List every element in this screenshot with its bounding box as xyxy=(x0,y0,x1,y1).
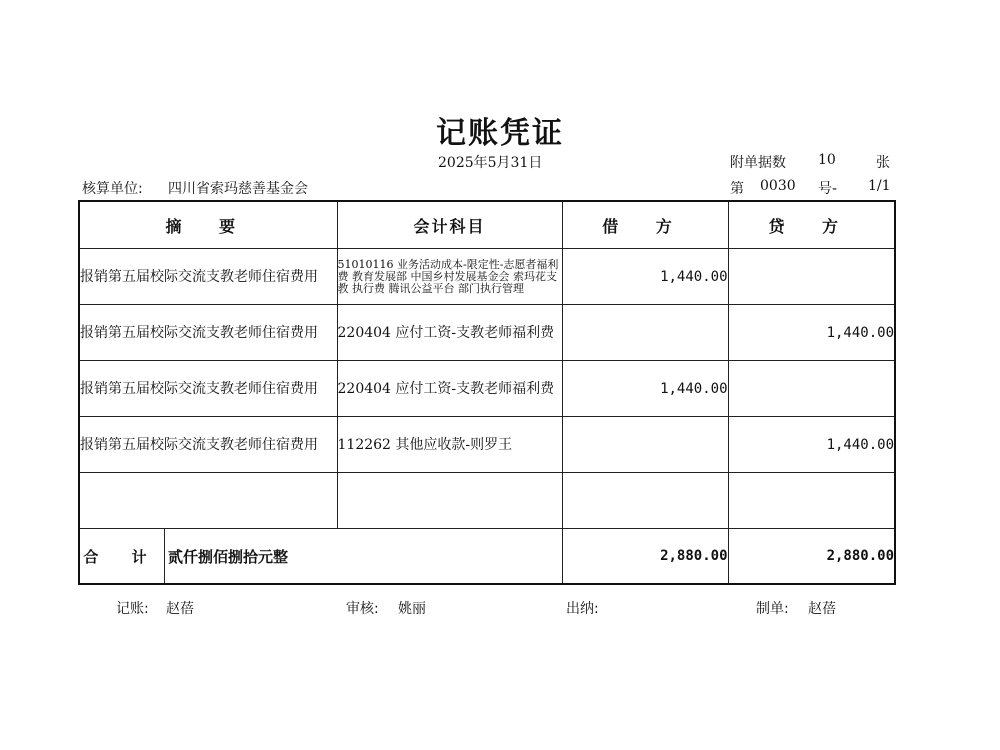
total-amount-words: 贰仟捌佰捌拾元整 xyxy=(168,547,289,566)
preparer-label: 制单: xyxy=(756,601,789,617)
voucher-no-page: 1/1 xyxy=(868,178,891,194)
table-row xyxy=(79,305,895,361)
voucher-no-prefix: 第 xyxy=(730,181,744,197)
row-credit xyxy=(728,361,895,417)
row-credit xyxy=(728,473,895,529)
page-title: 记账凭证 xyxy=(436,116,564,151)
total-debit: 2,880.00 xyxy=(562,529,728,585)
unit-label: 核算单位: xyxy=(82,181,143,197)
header-summary: 摘 要 xyxy=(79,201,337,249)
cashier-label: 出纳: xyxy=(566,601,599,617)
row-account: 51010116 业务活动成本-限定性-志愿者福利费 教育发展部 中国乡村发展基金会 索玛花支教 执行费 腾讯公益平台 部门执行管理 xyxy=(337,249,562,305)
row-account: 220404 应付工资-支教老师福利费 xyxy=(337,305,562,361)
unit-name: 四川省索玛慈善基金会 xyxy=(168,181,308,197)
table-row xyxy=(79,473,895,529)
row-debit: 1,440.00 xyxy=(562,361,728,417)
table-row xyxy=(79,417,895,473)
row-credit xyxy=(728,249,895,305)
preparer-name: 赵蓓 xyxy=(808,601,836,617)
row-summary: 报销第五届校际交流支教老师住宿费用 xyxy=(79,249,337,305)
bookkeeper-label: 记账: xyxy=(116,601,149,617)
bookkeeper-name: 赵蓓 xyxy=(166,601,194,617)
row-account: 220404 应付工资-支教老师福利费 xyxy=(337,361,562,417)
total-credit: 2,880.00 xyxy=(728,529,895,585)
total-cell xyxy=(79,529,562,585)
voucher-no-suffix: 号- xyxy=(818,181,838,197)
header-credit: 贷 方 xyxy=(728,201,895,249)
total-label: 合 计 xyxy=(80,529,165,583)
reviewer-label: 审核: xyxy=(346,601,379,617)
voucher-table xyxy=(78,200,896,585)
row-account: 112262 其他应收款-则罗王 xyxy=(337,417,562,473)
header-debit: 借 方 xyxy=(562,201,728,249)
voucher-no-number: 0030 xyxy=(760,178,796,194)
total-row xyxy=(79,529,895,585)
row-summary: 报销第五届校际交流支教老师住宿费用 xyxy=(79,361,337,417)
attachments-count: 10 xyxy=(818,152,836,168)
row-credit: 1,440.00 xyxy=(728,417,895,473)
attachments-label: 附单据数 xyxy=(730,155,786,171)
row-credit: 1,440.00 xyxy=(728,305,895,361)
table-header-row xyxy=(79,201,895,249)
attachments-unit: 张 xyxy=(876,155,890,171)
row-debit xyxy=(562,305,728,361)
row-debit xyxy=(562,417,728,473)
voucher-date: 2025年5月31日 xyxy=(438,155,543,171)
reviewer-name: 姚丽 xyxy=(398,601,426,617)
row-debit: 1,440.00 xyxy=(562,249,728,305)
header-account: 会计科目 xyxy=(337,201,562,249)
table-row xyxy=(79,249,895,305)
row-summary: 报销第五届校际交流支教老师住宿费用 xyxy=(79,305,337,361)
row-account xyxy=(337,473,562,529)
row-summary xyxy=(79,473,337,529)
table-row xyxy=(79,361,895,417)
row-debit xyxy=(562,473,728,529)
row-summary: 报销第五届校际交流支教老师住宿费用 xyxy=(79,417,337,473)
